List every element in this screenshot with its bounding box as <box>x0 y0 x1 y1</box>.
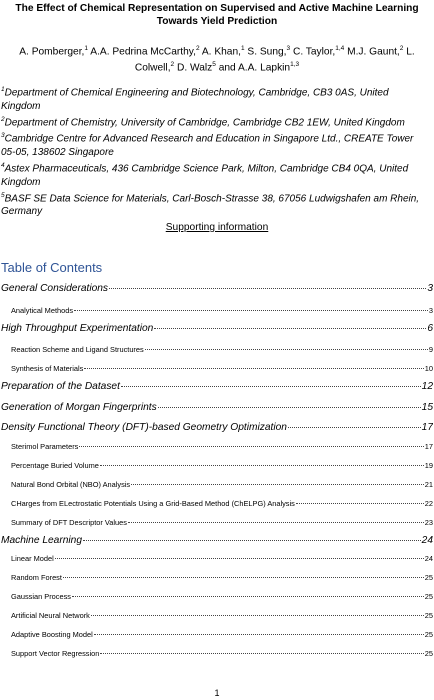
toc-entry-title: Generation of Morgan Fingerprints <box>1 402 157 413</box>
affiliation-marker: 1 <box>1 86 5 93</box>
toc-entry-title: Natural Bond Orbital (NBO) Analysis <box>11 480 131 489</box>
author-affiliation-marker: 1,4 <box>335 45 345 52</box>
toc-section-entry[interactable] <box>1 381 433 392</box>
toc-dot-leader <box>84 368 423 369</box>
toc-entry-title: Random Forest <box>11 573 62 582</box>
author-affiliation-marker: 1,3 <box>290 61 300 69</box>
toc-section-entry[interactable] <box>1 422 433 433</box>
affiliation <box>1 83 429 113</box>
toc-entry-title: Reaction Scheme and Ligand Structures <box>11 345 144 354</box>
toc-entry-title: Linear Model <box>11 554 54 563</box>
author-affiliation-marker: 2 <box>170 61 175 69</box>
toc-subsection-entry[interactable] <box>11 499 433 508</box>
toc-dot-leader <box>74 310 428 311</box>
toc-entry-title: Percentage Buried Volume <box>11 461 99 470</box>
author-affiliation-marker: 3 <box>286 45 291 52</box>
toc-section-entry[interactable] <box>1 283 433 294</box>
toc-page-number: 3 <box>427 283 433 294</box>
toc-page-number: 24 <box>421 535 433 546</box>
toc-subsection-entry[interactable] <box>11 554 433 563</box>
author-name: A. Pomberger, <box>19 46 85 58</box>
toc-dot-leader <box>91 615 424 616</box>
toc-page-number: 25 <box>424 573 433 582</box>
toc-section-entry[interactable] <box>1 323 433 334</box>
toc-dot-leader <box>100 465 424 466</box>
toc-dot-leader <box>288 427 421 428</box>
toc-subsection-entry[interactable] <box>11 461 433 470</box>
toc-subsection-entry[interactable] <box>11 442 433 451</box>
toc-page-number: 15 <box>421 402 433 413</box>
toc-dot-leader <box>158 407 421 408</box>
toc-dot-leader <box>79 446 423 447</box>
supporting-information-link[interactable]: Supporting information <box>165 222 269 233</box>
paper-title <box>10 2 424 28</box>
toc-entry-title: Density Functional Theory (DFT)-based Geometry Optimization <box>1 422 287 433</box>
affiliation-text: Astex Pharmaceuticals, 436 Cambridge Science Park, Milton, Cambridge CB4 0QA, United Kingdom <box>1 163 409 188</box>
author-name: D. Walz <box>174 62 213 74</box>
toc-page-number: 9 <box>428 345 433 354</box>
toc-dot-leader <box>121 386 421 387</box>
toc-subsection-entry[interactable] <box>11 611 433 620</box>
toc-heading: Table of Contents <box>1 260 103 275</box>
toc-entry-title: CHarges from ELectrostatic Potentials Using a Grid-Based Method (ChELPG) Analysis <box>11 499 295 508</box>
toc-dot-leader <box>100 653 423 654</box>
toc-dot-leader <box>145 349 428 350</box>
affiliation <box>1 129 429 159</box>
toc-entry-title: Sterimol Parameters <box>11 442 79 451</box>
toc-section-entry[interactable] <box>1 535 433 546</box>
toc-entry-title: Machine Learning <box>1 535 82 546</box>
toc-entry-title: General Considerations <box>1 283 109 294</box>
toc-entry-title: Synthesis of Materials <box>11 364 84 373</box>
affiliation <box>1 113 429 130</box>
author-affiliation-marker: 2 <box>399 45 404 52</box>
toc-page-number: 12 <box>421 381 433 392</box>
toc-entry-title: Analytical Methods <box>11 306 74 315</box>
title-line-1: The Effect of Chemical Representation on Supervised and Active Machine Learning <box>15 3 419 14</box>
affiliation-marker: 3 <box>1 132 5 140</box>
toc-entry-title: Preparation of the Dataset <box>1 381 120 392</box>
author-affiliation-marker: 5 <box>212 61 216 69</box>
author-name: S. Sung, <box>244 46 287 58</box>
affiliation-marker: 5 <box>1 191 5 199</box>
toc-page-number: 22 <box>424 499 433 508</box>
affiliation-list <box>1 83 429 218</box>
affiliation <box>1 189 429 219</box>
toc-dot-leader <box>154 328 426 329</box>
affiliation-text: Department of Chemistry, University of Cambridge, Cambridge CB2 1EW, United Kingdom <box>4 117 405 129</box>
affiliation <box>1 159 429 189</box>
toc-subsection-entry[interactable] <box>11 480 433 489</box>
title-line-2: Towards Yield Prediction <box>156 16 278 27</box>
toc-entry-title: High Throughput Experimentation <box>1 323 154 334</box>
author-affiliation-marker: 1 <box>84 45 89 52</box>
toc-subsection-entry[interactable] <box>11 592 433 601</box>
toc-subsection-entry[interactable] <box>11 649 433 658</box>
toc-page-number: 25 <box>424 630 433 639</box>
toc-page-number: 3 <box>428 306 433 315</box>
toc-dot-leader <box>63 577 424 578</box>
toc-page-number: 23 <box>424 518 433 527</box>
affiliation-text: BASF SE Data Science for Materials, Carl-Bosch-Strasse 38, 67056 Ludwigshafen am Rhein, Germany <box>1 193 420 218</box>
toc-entry-title: Adaptive Boosting Model <box>11 630 93 639</box>
toc-page-number: 6 <box>427 323 433 334</box>
toc-dot-leader <box>94 634 424 635</box>
toc-dot-leader <box>72 596 424 597</box>
author-name: L. Colwell, <box>134 46 415 74</box>
toc-page-number: 17 <box>424 442 433 451</box>
toc-page-number: 25 <box>424 592 433 601</box>
toc-page-number: 25 <box>424 611 433 620</box>
author-name: M.J. Gaunt, <box>344 46 400 58</box>
toc-page-number: 17 <box>421 422 433 433</box>
toc-entry-title: Artificial Neural Network <box>11 611 90 620</box>
author-name: and A.A. Lapkin <box>215 62 291 74</box>
toc-dot-leader <box>296 503 424 504</box>
toc-dot-leader <box>55 558 424 559</box>
affiliation-marker: 4 <box>1 162 5 169</box>
affiliation-marker: 2 <box>1 115 5 123</box>
toc-page-number: 10 <box>424 364 433 373</box>
toc-page-number: 25 <box>424 649 433 658</box>
author-list <box>14 42 420 75</box>
toc-subsection-entry[interactable] <box>11 630 433 639</box>
toc-section-entry[interactable] <box>1 402 433 413</box>
affiliation-text: Department of Chemical Engineering and Biotechnology, Cambridge, CB3 0AS, United Kingdom <box>1 87 389 112</box>
author-name: A.A. Pedrina McCarthy, <box>88 46 196 58</box>
author-name: A. Khan, <box>199 46 241 58</box>
toc-page-number: 24 <box>424 554 433 563</box>
toc-dot-leader <box>83 540 421 541</box>
toc-entry-title: Support Vector Regression <box>11 649 100 658</box>
author-name: C. Taylor, <box>290 46 336 58</box>
affiliation-text: Cambridge Centre for Advanced Research and Education in Singapore Ltd., CREATE Tower 05-05, 138602 Singapore <box>1 133 414 158</box>
page-number: 1 <box>214 688 220 698</box>
toc-dot-leader <box>128 522 424 523</box>
toc-subsection-entry[interactable] <box>11 518 433 527</box>
author-affiliation-marker: 2 <box>195 45 200 52</box>
toc-subsection-entry[interactable] <box>11 306 433 315</box>
toc-dot-leader <box>109 288 426 289</box>
toc-page-number: 19 <box>424 461 433 470</box>
toc-subsection-entry[interactable] <box>11 364 433 373</box>
toc-dot-leader <box>131 484 424 485</box>
toc-entry-title: Summary of DFT Descriptor Values <box>11 518 127 527</box>
author-affiliation-marker: 1 <box>240 45 245 52</box>
toc-subsection-entry[interactable] <box>11 345 433 354</box>
toc-subsection-entry[interactable] <box>11 573 433 582</box>
toc-entry-title: Gaussian Process <box>11 592 71 601</box>
toc-page-number: 21 <box>424 480 433 489</box>
